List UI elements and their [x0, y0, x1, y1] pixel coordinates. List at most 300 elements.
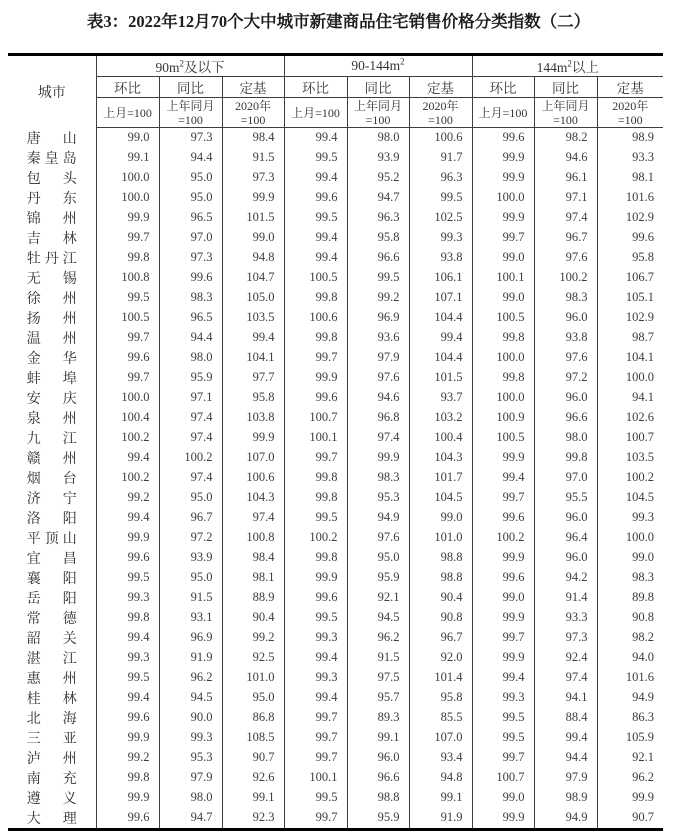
index-value-cell: 103.8 — [222, 408, 284, 428]
metric-header-yoy: 同比 — [534, 77, 597, 98]
index-value-cell: 95.0 — [159, 488, 222, 508]
index-value-cell: 101.5 — [409, 368, 472, 388]
index-value-cell: 99.9 — [96, 528, 159, 548]
city-name — [27, 388, 77, 408]
table-row — [8, 808, 663, 830]
index-value-cell: 90.4 — [409, 588, 472, 608]
index-value-cell: 99.6 — [597, 228, 663, 248]
index-value-cell: 93.4 — [409, 748, 472, 768]
index-value-cell: 108.5 — [222, 728, 284, 748]
index-value-cell: 99.9 — [472, 148, 534, 168]
city-name — [27, 168, 77, 188]
city-name-char: 州 — [62, 751, 77, 767]
index-value-cell: 101.4 — [409, 668, 472, 688]
index-value-cell: 100.2 — [534, 268, 597, 288]
city-cell — [8, 748, 96, 768]
base-line2: =100 — [617, 112, 643, 127]
city-name — [27, 428, 77, 448]
index-value-cell: 104.1 — [222, 348, 284, 368]
city-name — [27, 528, 77, 548]
city-cell — [8, 228, 96, 248]
city-cell — [8, 588, 96, 608]
index-value-cell: 94.0 — [597, 648, 663, 668]
city-name-char: 扬 — [26, 311, 41, 327]
index-value-cell: 99.4 — [284, 688, 347, 708]
index-value-cell: 96.8 — [347, 408, 409, 428]
index-value-cell: 99.6 — [284, 588, 347, 608]
index-value-cell: 97.2 — [159, 528, 222, 548]
city-name-char: 关 — [62, 631, 77, 647]
base-line1: 上年同月 — [166, 98, 215, 113]
index-value-cell: 99.9 — [472, 448, 534, 468]
index-value-cell: 98.4 — [222, 548, 284, 568]
city-cell — [8, 188, 96, 208]
index-value-cell: 100.7 — [284, 408, 347, 428]
city-name — [27, 228, 77, 248]
index-value-cell: 94.6 — [534, 148, 597, 168]
index-value-cell: 86.8 — [222, 708, 284, 728]
index-value-cell: 104.5 — [597, 488, 663, 508]
index-value-cell: 99.1 — [409, 788, 472, 808]
city-name — [27, 688, 77, 708]
index-value-cell: 99.2 — [347, 288, 409, 308]
index-value-cell: 94.8 — [222, 248, 284, 268]
index-value-cell: 96.0 — [534, 308, 597, 328]
index-value-cell: 101.0 — [222, 668, 284, 688]
index-value-cell: 97.3 — [159, 128, 222, 148]
index-value-cell: 90.7 — [597, 808, 663, 830]
base-header-2020 — [597, 98, 663, 128]
index-value-cell: 100.2 — [597, 468, 663, 488]
index-value-cell: 99.1 — [222, 788, 284, 808]
index-value-cell: 98.2 — [597, 628, 663, 648]
index-value-cell: 104.4 — [409, 348, 472, 368]
table-row — [8, 388, 663, 408]
index-value-cell: 99.9 — [222, 188, 284, 208]
index-value-cell: 99.7 — [284, 748, 347, 768]
city-name-char: 九 — [26, 431, 41, 447]
table-row — [8, 648, 663, 668]
city-cell — [8, 808, 96, 830]
city-cell — [8, 388, 96, 408]
city-name — [27, 368, 77, 388]
city-name-char: 亚 — [62, 731, 77, 747]
index-value-cell: 94.7 — [159, 808, 222, 830]
size-group-label: 90m — [155, 60, 180, 75]
size-group-label-suffix: 及以下 — [184, 60, 225, 75]
index-value-cell: 99.2 — [96, 748, 159, 768]
index-value-cell: 99.3 — [96, 588, 159, 608]
size-group-label: 144m — [536, 60, 568, 75]
index-value-cell: 101.6 — [597, 188, 663, 208]
index-value-cell: 97.4 — [347, 428, 409, 448]
index-value-cell: 100.8 — [222, 528, 284, 548]
index-value-cell: 99.9 — [96, 728, 159, 748]
index-value-cell: 102.6 — [597, 408, 663, 428]
base-header-prev-month — [96, 98, 159, 128]
index-value-cell: 97.6 — [347, 528, 409, 548]
table-row — [8, 168, 663, 188]
base-line1: 上月=100 — [478, 105, 528, 120]
city-name — [27, 208, 77, 228]
city-cell — [8, 448, 96, 468]
index-value-cell: 100.9 — [472, 408, 534, 428]
city-name-char: 江 — [62, 251, 77, 267]
city-name — [27, 788, 77, 808]
index-value-cell: 99.9 — [284, 568, 347, 588]
index-value-cell: 99.5 — [96, 568, 159, 588]
index-value-cell: 100.7 — [472, 768, 534, 788]
city-name-char: 理 — [62, 811, 77, 827]
city-name — [27, 448, 77, 468]
city-name-char: 桂 — [26, 691, 41, 707]
index-value-cell: 104.3 — [222, 488, 284, 508]
index-value-cell: 96.3 — [409, 168, 472, 188]
index-value-cell: 99.9 — [472, 808, 534, 830]
base-header-prev-year — [347, 98, 409, 128]
index-value-cell: 94.5 — [347, 608, 409, 628]
index-value-cell: 95.3 — [159, 748, 222, 768]
city-name-char: 州 — [62, 311, 77, 327]
index-value-cell: 97.3 — [222, 168, 284, 188]
index-value-cell: 97.1 — [159, 388, 222, 408]
city-cell — [8, 548, 96, 568]
city-name-char: 岛 — [62, 151, 77, 167]
index-value-cell: 100.1 — [472, 268, 534, 288]
index-value-cell: 104.7 — [222, 268, 284, 288]
index-value-cell: 88.9 — [222, 588, 284, 608]
city-name-char: 阳 — [62, 511, 77, 527]
table-row — [8, 768, 663, 788]
base-line1: 上年同月 — [354, 98, 403, 113]
index-value-cell: 100.0 — [472, 388, 534, 408]
table-row — [8, 148, 663, 168]
index-value-cell: 99.5 — [284, 608, 347, 628]
table-header — [8, 55, 663, 128]
table-row — [8, 288, 663, 308]
city-name-char: 林 — [62, 691, 77, 707]
index-value-cell: 96.6 — [347, 768, 409, 788]
index-value-cell: 94.1 — [597, 388, 663, 408]
index-value-cell: 96.9 — [347, 308, 409, 328]
index-value-cell: 95.8 — [347, 228, 409, 248]
city-name — [27, 188, 77, 208]
index-value-cell: 99.6 — [96, 808, 159, 830]
index-value-cell: 90.0 — [159, 708, 222, 728]
index-value-cell: 95.5 — [534, 488, 597, 508]
table-row — [8, 428, 663, 448]
city-name-char: 平 — [26, 531, 41, 547]
index-value-cell: 92.5 — [222, 648, 284, 668]
city-name — [27, 468, 77, 488]
index-value-cell: 100.6 — [284, 308, 347, 328]
index-value-cell: 99.7 — [96, 368, 159, 388]
index-value-cell: 100.0 — [472, 348, 534, 368]
city-cell — [8, 728, 96, 748]
base-line1: 上月=100 — [103, 105, 152, 120]
city-name-char: 安 — [26, 391, 41, 407]
index-value-cell: 99.6 — [472, 508, 534, 528]
index-value-cell: 99.6 — [284, 188, 347, 208]
city-name-char: 岳 — [26, 591, 41, 607]
city-cell — [8, 628, 96, 648]
index-value-cell: 100.6 — [409, 128, 472, 148]
index-value-cell: 98.4 — [222, 128, 284, 148]
index-value-cell: 99.5 — [347, 268, 409, 288]
index-value-cell: 99.1 — [96, 148, 159, 168]
city-name — [27, 608, 77, 628]
city-cell — [8, 148, 96, 168]
index-value-cell: 92.3 — [222, 808, 284, 830]
index-value-cell: 102.9 — [597, 308, 663, 328]
index-value-cell: 99.4 — [96, 628, 159, 648]
index-value-cell: 93.6 — [347, 328, 409, 348]
index-value-cell: 99.3 — [409, 228, 472, 248]
table-row — [8, 708, 663, 728]
index-value-cell: 96.3 — [347, 208, 409, 228]
index-value-cell: 98.2 — [534, 128, 597, 148]
index-value-cell: 96.5 — [159, 308, 222, 328]
table-row — [8, 688, 663, 708]
index-value-cell: 99.6 — [472, 568, 534, 588]
city-name-char: 东 — [62, 191, 77, 207]
city-name — [27, 768, 77, 788]
index-value-cell: 98.0 — [159, 348, 222, 368]
city-name-char: 徐 — [26, 291, 41, 307]
city-name — [27, 808, 77, 828]
table-row — [8, 568, 663, 588]
metric-header-fixed-base: 定基 — [222, 77, 284, 98]
index-value-cell: 99.0 — [472, 788, 534, 808]
index-value-cell: 93.9 — [159, 548, 222, 568]
index-value-cell: 94.8 — [409, 768, 472, 788]
index-value-cell: 95.8 — [597, 248, 663, 268]
index-value-cell: 99.5 — [96, 288, 159, 308]
city-name-char: 宁 — [62, 491, 77, 507]
city-name-char: 襄 — [26, 571, 41, 587]
index-value-cell: 99.9 — [472, 648, 534, 668]
index-value-cell: 94.6 — [347, 388, 409, 408]
index-value-cell: 99.7 — [472, 628, 534, 648]
index-value-cell: 98.3 — [597, 568, 663, 588]
index-value-cell: 99.3 — [597, 508, 663, 528]
index-value-cell: 91.9 — [159, 648, 222, 668]
city-cell — [8, 168, 96, 188]
index-value-cell: 97.3 — [534, 628, 597, 648]
index-value-cell: 99.8 — [284, 488, 347, 508]
index-value-cell: 96.2 — [597, 768, 663, 788]
index-value-cell: 97.1 — [534, 188, 597, 208]
index-value-cell: 99.9 — [597, 788, 663, 808]
size-group-header-90-below — [96, 55, 284, 77]
city-name-char: 泸 — [26, 751, 41, 767]
index-value-cell: 104.3 — [409, 448, 472, 468]
city-name-char: 南 — [26, 771, 41, 787]
index-value-cell: 91.5 — [347, 648, 409, 668]
index-value-cell: 89.8 — [597, 588, 663, 608]
index-value-cell: 96.0 — [534, 388, 597, 408]
table-row — [8, 228, 663, 248]
index-value-cell: 99.3 — [472, 688, 534, 708]
city-name-char: 台 — [62, 471, 77, 487]
superscript-2: 2 — [567, 58, 572, 69]
city-name-char: 常 — [26, 611, 41, 627]
city-cell — [8, 408, 96, 428]
index-value-cell: 99.8 — [534, 448, 597, 468]
table-row — [8, 368, 663, 388]
index-value-cell: 96.7 — [534, 228, 597, 248]
city-name-char: 赣 — [26, 451, 41, 467]
base-line2: =100 — [428, 112, 453, 127]
city-name-char: 温 — [26, 331, 41, 347]
city-cell — [8, 308, 96, 328]
index-value-cell: 94.7 — [347, 188, 409, 208]
index-value-cell: 97.6 — [347, 368, 409, 388]
table-row — [8, 188, 663, 208]
index-value-cell: 99.4 — [284, 128, 347, 148]
city-name-char: 洛 — [26, 511, 41, 527]
base-header-prev-month — [472, 98, 534, 128]
index-value-cell: 100.5 — [284, 268, 347, 288]
superscript-2: 2 — [179, 58, 185, 69]
city-name-char: 州 — [62, 411, 77, 427]
city-cell — [8, 368, 96, 388]
city-name — [27, 508, 77, 528]
city-cell — [8, 488, 96, 508]
index-value-cell: 99.0 — [472, 248, 534, 268]
index-value-cell: 100.5 — [472, 308, 534, 328]
index-value-cell: 100.5 — [96, 308, 159, 328]
index-value-cell: 99.7 — [284, 348, 347, 368]
index-value-cell: 98.3 — [347, 468, 409, 488]
index-value-cell: 93.8 — [409, 248, 472, 268]
city-cell — [8, 248, 96, 268]
table-row — [8, 248, 663, 268]
index-value-cell: 94.4 — [159, 148, 222, 168]
city-name-char: 吉 — [26, 231, 41, 247]
city-name-char: 韶 — [26, 631, 41, 647]
index-value-cell: 100.2 — [472, 528, 534, 548]
city-cell — [8, 788, 96, 808]
city-name-char: 昌 — [62, 551, 77, 567]
index-value-cell: 96.2 — [347, 628, 409, 648]
city-name-char: 阳 — [62, 591, 77, 607]
index-value-cell: 91.5 — [159, 588, 222, 608]
index-value-cell: 104.1 — [597, 348, 663, 368]
city-name-char: 牡 — [26, 251, 41, 267]
index-value-cell: 104.4 — [409, 308, 472, 328]
index-value-cell: 98.9 — [597, 128, 663, 148]
index-value-cell: 99.6 — [96, 348, 159, 368]
index-value-cell: 99.8 — [472, 328, 534, 348]
city-name-char: 金 — [26, 351, 41, 367]
base-line1: 上月=100 — [291, 105, 340, 120]
index-value-cell: 96.6 — [534, 408, 597, 428]
city-name — [27, 288, 77, 308]
metric-header-yoy: 同比 — [159, 77, 222, 98]
index-value-cell: 106.1 — [409, 268, 472, 288]
table-row — [8, 748, 663, 768]
index-value-cell: 100.1 — [284, 768, 347, 788]
index-value-cell: 91.5 — [222, 148, 284, 168]
table-row — [8, 308, 663, 328]
city-name-char: 无 — [26, 271, 41, 287]
index-value-cell: 101.5 — [222, 208, 284, 228]
index-value-cell: 99.9 — [472, 208, 534, 228]
index-value-cell: 99.7 — [284, 708, 347, 728]
index-value-cell: 100.1 — [284, 428, 347, 448]
index-value-cell: 91.7 — [409, 148, 472, 168]
city-name — [27, 308, 77, 328]
base-header-row — [8, 98, 663, 128]
index-value-cell: 95.9 — [347, 568, 409, 588]
city-cell — [8, 648, 96, 668]
index-value-cell: 96.2 — [159, 668, 222, 688]
index-value-cell: 90.8 — [597, 608, 663, 628]
base-line2: =100 — [178, 112, 203, 127]
city-name — [27, 588, 77, 608]
index-value-cell: 99.5 — [96, 668, 159, 688]
index-value-cell: 101.6 — [597, 668, 663, 688]
index-value-cell: 100.5 — [472, 428, 534, 448]
index-value-cell: 95.8 — [222, 388, 284, 408]
city-name-char: 充 — [62, 771, 77, 787]
city-column-header: 城市 — [37, 85, 66, 101]
index-value-cell: 99.4 — [222, 328, 284, 348]
index-value-cell: 99.8 — [96, 768, 159, 788]
index-value-cell: 95.0 — [159, 168, 222, 188]
index-value-cell: 100.0 — [96, 388, 159, 408]
index-value-cell: 88.4 — [534, 708, 597, 728]
table-row — [8, 508, 663, 528]
table-row — [8, 328, 663, 348]
metric-header-yoy: 同比 — [347, 77, 409, 98]
table-row — [8, 548, 663, 568]
index-value-cell: 96.5 — [159, 208, 222, 228]
table-row — [8, 788, 663, 808]
index-value-cell: 103.5 — [597, 448, 663, 468]
index-value-cell: 99.3 — [284, 668, 347, 688]
index-value-cell: 100.0 — [96, 188, 159, 208]
index-value-cell: 100.0 — [96, 168, 159, 188]
index-value-cell: 94.9 — [534, 808, 597, 830]
size-group-label-suffix: 以上 — [571, 60, 599, 75]
city-name-char: 唐 — [26, 131, 41, 147]
index-value-cell: 94.5 — [159, 688, 222, 708]
index-value-cell: 99.6 — [159, 268, 222, 288]
city-name-char: 皇 — [44, 151, 59, 167]
city-name-char: 湛 — [26, 651, 41, 667]
index-value-cell: 92.6 — [222, 768, 284, 788]
city-name-char: 北 — [26, 711, 41, 727]
city-name — [27, 328, 77, 348]
city-name — [27, 728, 77, 748]
city-cell — [8, 688, 96, 708]
index-value-cell: 97.9 — [347, 348, 409, 368]
city-name — [27, 668, 77, 688]
table-row — [8, 668, 663, 688]
index-value-cell: 99.6 — [96, 548, 159, 568]
city-name-char: 三 — [26, 731, 41, 747]
index-value-cell: 98.8 — [409, 568, 472, 588]
city-cell — [8, 268, 96, 288]
table-row — [8, 728, 663, 748]
city-name-char: 包 — [26, 171, 41, 187]
table-row — [8, 528, 663, 548]
index-value-cell: 90.8 — [409, 608, 472, 628]
city-name — [27, 708, 77, 728]
index-value-cell: 100.0 — [597, 528, 663, 548]
